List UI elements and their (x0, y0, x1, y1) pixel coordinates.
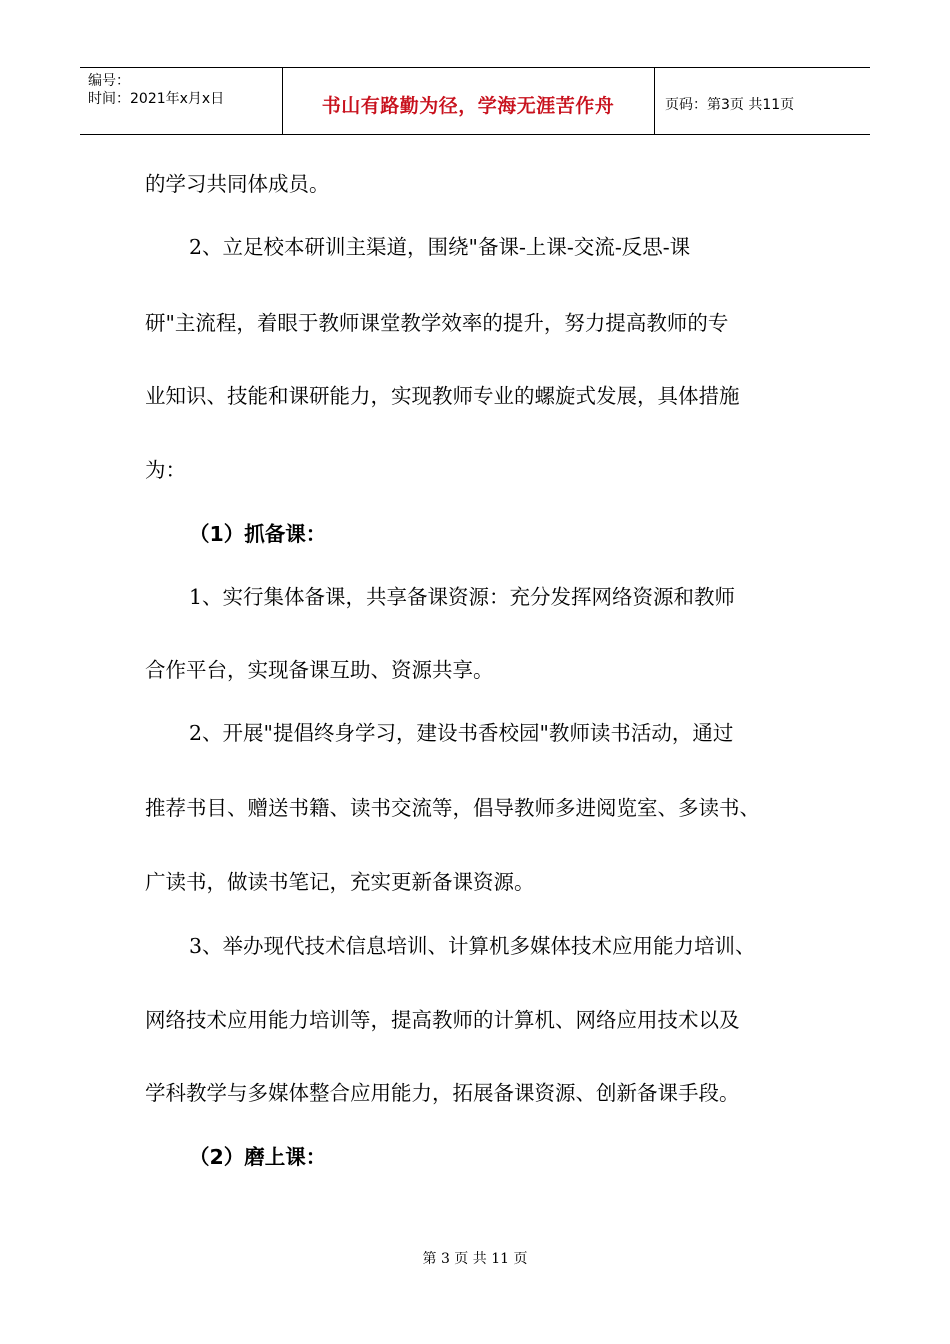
body-line: 业知识、技能和课研能力，实现教师专业的螺旋式发展，具体措施 (145, 384, 740, 408)
body-line: 2、开展"提倡终身学习，建设书香校园"教师读书活动，通过 (189, 721, 734, 745)
header-page-info: 页码：第3页 共11页 (665, 97, 795, 113)
body-line: 学科教学与多媒体整合应用能力，拓展备课资源、创新备课手段。 (145, 1081, 740, 1105)
body-line: 的学习共同体成员。 (145, 172, 330, 196)
body-line: 研"主流程，着眼于教师课堂教学效率的提升，努力提高教师的专 (145, 311, 729, 335)
header-meta (88, 72, 224, 108)
body-line: 为： (145, 458, 186, 482)
body-line: 2、立足校本研训主渠道，围绕"备课-上课-交流-反思-课 (189, 235, 691, 259)
page-footer: 第 3 页 共 11 页 (422, 1251, 528, 1267)
body-line: 广读书，做读书笔记，充实更新备课资源。 (145, 870, 535, 894)
body-line: 1、实行集体备课，共享备课资源：充分发挥网络资源和教师 (189, 585, 736, 609)
section-heading: （1）抓备课： (189, 522, 327, 546)
document-number-label: 编号： (88, 73, 130, 89)
section-heading: （2）磨上课： (189, 1145, 327, 1169)
page-header (80, 67, 870, 135)
body-line: 推荐书目、赠送书籍、读书交流等，倡导教师多进阅览室、多读书、 (145, 796, 760, 820)
document-date: 时间：2021年x月x日 (88, 91, 225, 107)
body-line: 网络技术应用能力培训等，提高教师的计算机、网络应用技术以及 (145, 1008, 740, 1032)
header-divider (654, 68, 655, 134)
body-line: 合作平台，实现备课互助、资源共享。 (145, 658, 494, 682)
header-motto: 书山有路勤为径，学海无涯苦作舟 (321, 95, 615, 117)
body-line: 3、举办现代技术信息培训、计算机多媒体技术应用能力培训、 (189, 934, 756, 958)
